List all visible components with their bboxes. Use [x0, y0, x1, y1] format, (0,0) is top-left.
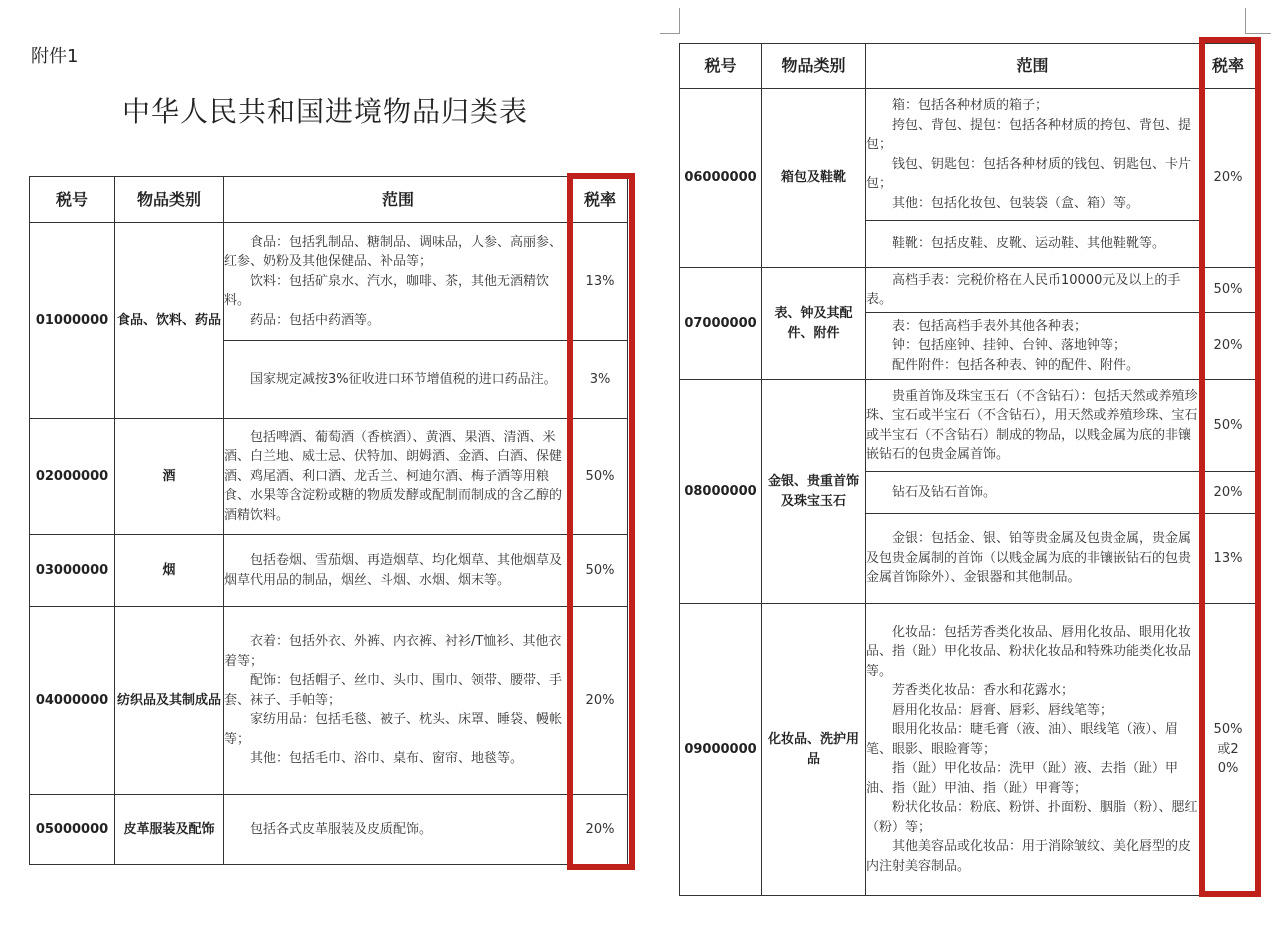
item-category: 酒 [115, 419, 224, 535]
table-row [30, 795, 628, 865]
crop-mark [660, 33, 680, 34]
item-category: 食品、饮料、药品 [115, 223, 224, 419]
item-scope: 包括各式皮革服装及皮质配饰。 [224, 795, 573, 865]
item-category: 纺织品及其制成品 [115, 607, 224, 795]
header-rate: 税率 [573, 177, 628, 223]
table-row [680, 89, 1257, 221]
header-category: 物品类别 [762, 44, 866, 89]
attachment-label: 附件1 [31, 46, 79, 67]
item-scope: 贵重首饰及珠宝玉石（不含钻石）：包括天然或养殖珍珠、宝石或半宝石（不含钻石），用天然或养殖珍珠、宝石或半宝石（不含钻石）制成的物品，以贱金属为底的非镶嵌钻石的包贵金属首饰。 [866, 380, 1200, 472]
table-row [680, 380, 1257, 472]
rate-column-highlight [567, 173, 635, 870]
table-row [30, 535, 628, 607]
item-scope: 鞋靴：包括皮鞋、皮靴、运动鞋、其他鞋靴等。 [866, 221, 1200, 268]
tariff-code: 06000000 [680, 89, 762, 268]
rate-column-highlight [1199, 37, 1261, 897]
header-code: 税号 [680, 44, 762, 89]
tax-rate: 13% [1200, 514, 1257, 604]
table-row [680, 604, 1257, 896]
item-scope: 箱：包括各种材质的箱子； 挎包、背包、提包：包括各种材质的挎包、背包、提包； 钱包、钥匙包：包括各种材质的钱包、钥匙包、卡片包； 其他：包括化妆包、包装袋（盒、箱）等。 [866, 89, 1200, 221]
table-row [30, 607, 628, 795]
header-scope: 范围 [224, 177, 573, 223]
crop-mark [1245, 33, 1271, 34]
tariff-code: 07000000 [680, 268, 762, 380]
tax-rate: 50%或20% [1200, 604, 1257, 896]
table-header-row [680, 44, 1257, 89]
tax-rate: 50% [573, 535, 628, 607]
item-scope: 钻石及钻石首饰。 [866, 472, 1200, 514]
tax-rate: 20% [573, 607, 628, 795]
item-scope: 金银：包括金、银、铂等贵金属及包贵金属，贵金属及包贵金属制的首饰（以贱金属为底的非镶嵌钻石的包贵金属首饰除外）、金银器和其他制品。 [866, 514, 1200, 604]
table-row [30, 419, 628, 535]
crop-mark [679, 8, 680, 34]
tax-rate: 20% [1200, 472, 1257, 514]
tariff-code: 01000000 [30, 223, 115, 419]
tariff-code: 03000000 [30, 535, 115, 607]
tax-rate: 3% [573, 341, 628, 419]
header-category: 物品类别 [115, 177, 224, 223]
right-page [660, 0, 1280, 936]
item-category: 金银、贵重首饰及珠宝玉石 [762, 380, 866, 604]
table-header-row [30, 177, 628, 223]
tax-rate: 20% [1200, 89, 1257, 268]
item-category: 化妆品、洗护用品 [762, 604, 866, 896]
item-category: 皮革服装及配饰 [115, 795, 224, 865]
tax-rate: 50% [1200, 268, 1257, 313]
item-category: 箱包及鞋靴 [762, 89, 866, 268]
item-category: 表、钟及其配件、附件 [762, 268, 866, 380]
tariff-code: 04000000 [30, 607, 115, 795]
item-scope: 衣着：包括外衣、外裤、内衣裤、衬衫/T恤衫、其他衣着等； 配饰：包括帽子、丝巾、头巾、围巾、领带、腰带、手套、袜子、手帕等； 家纺用品：包括毛毯、被子、枕头、床罩、睡袋、幔帐等； 其他：包括毛巾、浴巾、桌布、窗帘、地毯等。 [224, 607, 573, 795]
tax-rate: 13% [573, 223, 628, 341]
classification-table-left [29, 176, 628, 865]
header-scope: 范围 [866, 44, 1200, 89]
tariff-code: 05000000 [30, 795, 115, 865]
item-category: 烟 [115, 535, 224, 607]
tariff-code: 08000000 [680, 380, 762, 604]
item-scope: 国家规定减按3%征收进口环节增值税的进口药品注。 [224, 341, 573, 419]
item-scope: 表：包括高档手表外其他各种表； 钟：包括座钟、挂钟、台钟、落地钟等； 配件附件：包括各种表、钟的配件、附件。 [866, 313, 1200, 380]
table-row [680, 268, 1257, 313]
tax-rate: 50% [1200, 380, 1257, 472]
table-row [30, 223, 628, 341]
item-scope: 食品：包括乳制品、糖制品、调味品，人参、高丽参、红参、奶粉及其他保健品、补品等； 饮料：包括矿泉水、汽水，咖啡、茶，其他无酒精饮料。 药品：包括中药酒等。 [224, 223, 573, 341]
item-scope: 包括啤酒、葡萄酒（香槟酒）、黄酒、果酒、清酒、米酒、白兰地、威士忌、伏特加、朗姆酒、金酒、白酒、保健酒、鸡尾酒、利口酒、龙舌兰、柯迪尔酒、梅子酒等用粮食、水果等含淀粉或糖的物质发酵或配制而制成的含乙醇的酒精饮料。 [224, 419, 573, 535]
tax-rate: 20% [573, 795, 628, 865]
item-scope: 高档手表：完税价格在人民币10000元及以上的手表。 [866, 268, 1200, 313]
header-code: 税号 [30, 177, 115, 223]
tax-rate: 20% [1200, 313, 1257, 380]
item-scope: 化妆品：包括芳香类化妆品、唇用化妆品、眼用化妆品、指（趾）甲化妆品、粉状化妆品和特殊功能类化妆品等。 芳香类化妆品：香水和花露水； 唇用化妆品：唇膏、唇彩、唇线笔等； 眼用化妆品：睫毛膏（液、油）、眼线笔（液）、眉笔、眼影、眼睑膏等； 指（趾）甲化妆品：洗甲（趾）液、去指（趾）甲油、指（趾）甲油、指（趾）甲膏等； 粉状化妆品：粉底、粉饼、扑面粉、胭脂（粉）、腮红（粉）等； 其他美容品或化妆品：用于消除皱纹、美化唇型的皮内注射美容制品。 [866, 604, 1200, 896]
item-scope: 包括卷烟、雪茄烟、再造烟草、均化烟草、其他烟草及烟草代用品的制品，烟丝、斗烟、水烟、烟末等。 [224, 535, 573, 607]
document-title: 中华人民共和国进境物品归类表 [121, 95, 528, 128]
crop-mark [1245, 8, 1246, 34]
header-rate: 税率 [1200, 44, 1257, 89]
classification-table-right [679, 43, 1257, 896]
tariff-code: 09000000 [680, 604, 762, 896]
tariff-code: 02000000 [30, 419, 115, 535]
tax-rate: 50% [573, 419, 628, 535]
